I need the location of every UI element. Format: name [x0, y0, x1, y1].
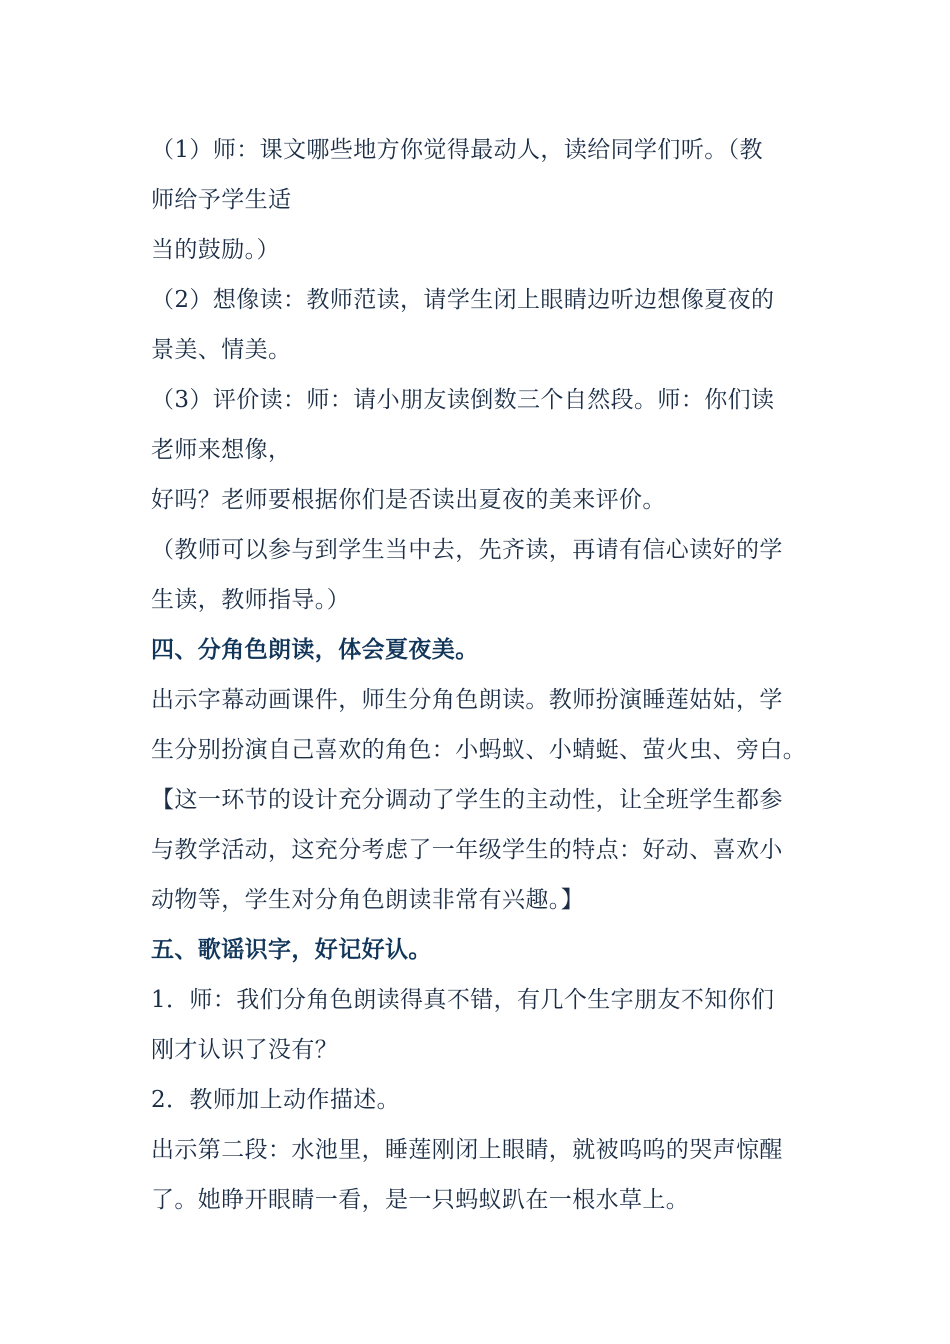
text-line: 出示字幕动画课件，师生分角色朗读。教师扮演睡莲姑姑，学: [151, 687, 783, 713]
text-line: 生分别扮演自己喜欢的角色：小蚂蚁、小蜻蜓、萤火虫、旁白。: [151, 737, 807, 763]
section-heading: 五、歌谣识字，好记好认。: [151, 936, 432, 963]
text-line: 当的鼓励。）: [151, 237, 280, 263]
text-line: （3）评价读：师：请小朋友读倒数三个自然段。师：你们读: [151, 387, 775, 413]
text-line: 景美、情美。: [151, 337, 292, 363]
text-line: （2）想像读：教师范读，请学生闭上眼睛边听边想像夏夜的: [151, 287, 775, 313]
text-line: 刚才认识了没有？: [151, 1037, 339, 1063]
section-heading: 四、分角色朗读，体会夏夜美。: [151, 636, 479, 663]
text-line: 2．教师加上动作描述。: [151, 1087, 401, 1113]
text-line: 老师来想像，: [151, 437, 292, 463]
text-line: 与教学活动，这充分考虑了一年级学生的特点：好动、喜欢小: [151, 837, 783, 863]
text-line: （1）师：课文哪些地方你觉得最动人，读给同学们听。（教: [151, 137, 763, 163]
text-line: 动物等，学生对分角色朗读非常有兴趣。】: [151, 887, 585, 913]
text-line: 出示第二段：水池里，睡莲刚闭上眼睛，就被呜呜的哭声惊醒: [151, 1137, 783, 1163]
text-line: 师给予学生适: [151, 187, 292, 213]
text-line: 好吗？老师要根据你们是否读出夏夜的美来评价。: [151, 487, 666, 513]
text-line: （教师可以参与到学生当中去，先齐读，再请有信心读好的学: [151, 537, 783, 563]
text-line: 生读，教师指导。）: [151, 587, 351, 613]
text-line: 1．师：我们分角色朗读得真不错，有几个生字朋友不知你们: [151, 987, 775, 1013]
text-line: 了。她睁开眼睛一看，是一只蚂蚁趴在一根水草上。: [151, 1187, 690, 1213]
text-line: 【这一环节的设计充分调动了学生的主动性，让全班学生都参: [151, 787, 783, 813]
